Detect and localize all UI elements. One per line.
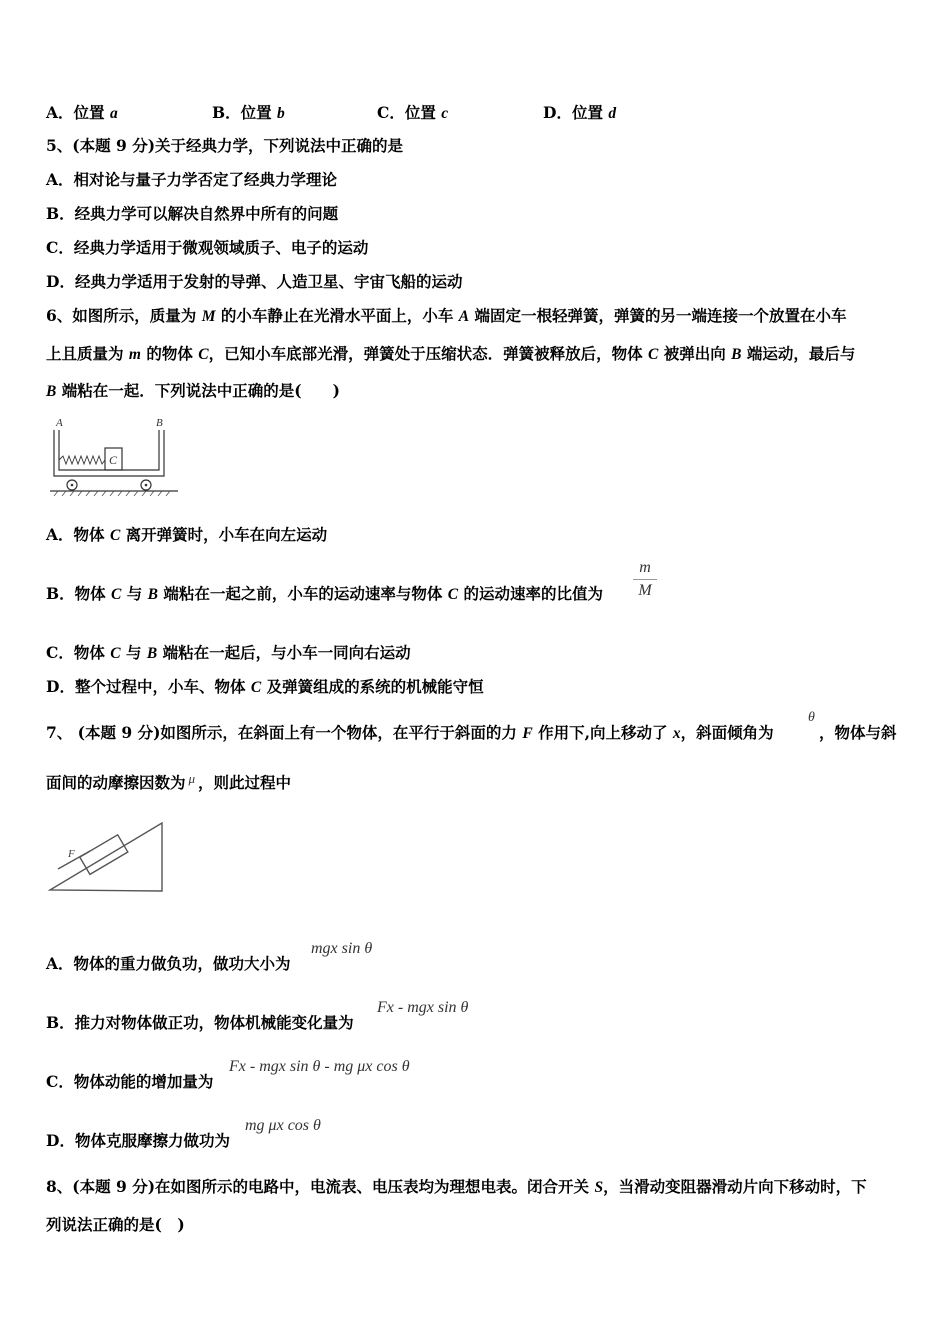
q8-stem-line2: 列说法正确的是( ) (46, 1215, 185, 1234)
q7-option-d-formula: mg μx cos θ (245, 1117, 321, 1134)
q5-option-a: A．相对论与量子力学否定了经典力学理论 (46, 170, 338, 189)
fraction-numerator: m (639, 559, 651, 576)
q7-incline-figure (46, 815, 171, 900)
label-f: F (68, 848, 75, 860)
q6-stem-line2: 上且质量为 m 的物体 C，已知小车底部光滑，弹簧处于压缩状态．弹簧被释放后，物体 C 被弹出向 B 端运动，最后与 (46, 344, 856, 363)
q5-option-b: B．经典力学可以解决自然界中所有的问题 (46, 204, 339, 223)
q5-stem: 5、(本题 9 分)关于经典力学，下列说法中正确的是 (46, 136, 404, 155)
q7-option-a-formula: mgx sin θ (311, 940, 373, 957)
q7-option-b: B．推力对物体做正功，物体机械能变化量为 (46, 1013, 354, 1032)
incline (50, 823, 162, 891)
q7-option-d: D．物体克服摩擦力做功为 (46, 1131, 230, 1150)
mu-symbol: μ (188, 771, 196, 786)
q7-stem-line1-end: ，物体与斜 (819, 723, 897, 742)
q7-option-c-formula: Fx - mgx sin θ - mg μx cos θ (229, 1058, 410, 1075)
block-on-incline (80, 835, 128, 875)
q7-option-b-formula: Fx - mgx sin θ (377, 999, 469, 1016)
q7-stem-line2: 面间的动摩擦因数为 $^\mu$ ，则此过程中 (46, 771, 292, 792)
label-b: B (156, 417, 163, 429)
q6-cart-figure (46, 412, 181, 498)
fraction-m-over-M (633, 558, 657, 601)
label-c: C (109, 453, 118, 467)
q7-option-c: C．物体动能的增加量为 (46, 1072, 214, 1091)
q5-option-d: D．经典力学适用于发射的导弹、人造卫星、宇宙飞船的运动 (46, 272, 463, 291)
q7-option-a: A．物体的重力做负功，做功大小为 (46, 954, 291, 973)
q6-option-a: A．物体 C 离开弹簧时，小车在向左运动 (46, 525, 328, 544)
q4-option-a: A．位置 a (46, 103, 118, 122)
q4-option-d: D．位置 d (543, 103, 617, 122)
q6-stem-line1: 6、如图所示，质量为 M 的小车静止在光滑水平面上，小车 A 端固定一根轻弹簧，弹簧的另一端连接一个放置在小车 (46, 306, 847, 325)
q6-option-b: B．物体 C 与 B 端粘在一起之前，小车的运动速率与物体 C 的运动速率的比值为 (46, 584, 604, 603)
fraction-denominator: M (638, 582, 652, 599)
label-a: A (56, 417, 63, 429)
q6-option-d: D．整个过程中，小车、物体 C 及弹簧组成的系统的机械能守恒 (46, 677, 484, 696)
q6-stem-line3: B 端粘在一起．下列说法中正确的是( ) (46, 381, 340, 400)
fraction-bar (633, 579, 657, 580)
theta-symbol: θ (808, 710, 815, 725)
spring (59, 456, 105, 464)
q4-option-b: B．位置 b (212, 103, 285, 122)
q4-option-c: C．位置 c (377, 103, 449, 122)
q7-stem-line1: 7、 (本题 9 分)如图所示，在斜面上有一个物体，在平行于斜面的力 F 作用下,向上移动了 x，斜面倾角为 (46, 723, 774, 742)
q8-stem-line1: 8、(本题 9 分)在如图所示的电路中，电流表、电压表均为理想电表。闭合开关 S，当滑动变阻器滑动片向下移动时，下 (46, 1177, 867, 1196)
q5-option-c: C．经典力学适用于微观领域质子、电子的运动 (46, 238, 369, 257)
q6-option-c: C．物体 C 与 B 端粘在一起后，与小车一同向右运动 (46, 643, 411, 662)
